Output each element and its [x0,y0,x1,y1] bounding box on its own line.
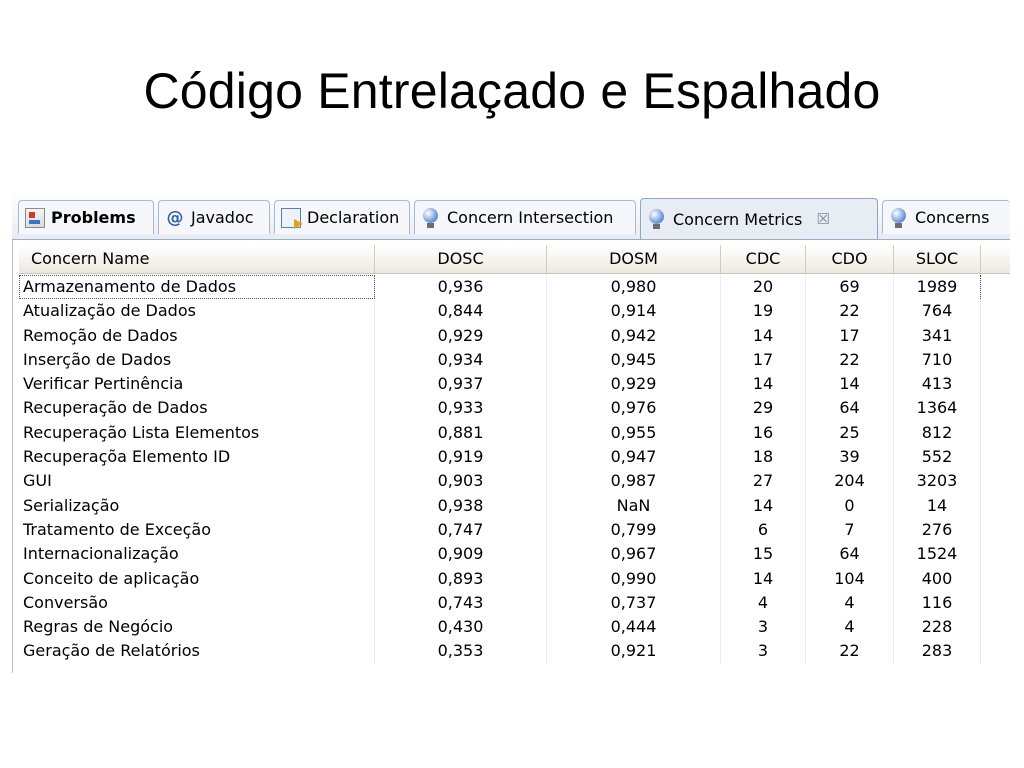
table-row[interactable] [19,542,1010,566]
tab-javadoc[interactable] [158,200,270,234]
cell-sloc: 710 [894,348,981,372]
cell-cdc: 3 [721,615,806,639]
cell-concern-name: GUI [19,469,375,493]
cell-dosm: 0,987 [547,469,721,493]
cell-sloc: 1524 [894,542,981,566]
cell-cdo: 14 [806,372,894,396]
cell-dosm: 0,444 [547,615,721,639]
cell-concern-name: Serialização [19,494,375,518]
tab-concern-metrics[interactable] [640,198,878,239]
concern-bulb-icon [889,208,909,228]
cell-cdc: 14 [721,494,806,518]
cell-cdo: 22 [806,348,894,372]
cell-dosc: 0,430 [375,615,547,639]
cell-filler [981,469,1010,493]
cell-dosm: 0,955 [547,421,721,445]
table-row[interactable] [19,494,1010,518]
column-header-dosm[interactable]: DOSM [547,245,721,273]
cell-cdc: 17 [721,348,806,372]
column-header-sloc[interactable]: SLOC [894,245,981,273]
cell-cdc: 14 [721,372,806,396]
column-header-filler [981,245,1010,273]
cell-dosm: 0,737 [547,591,721,615]
table-row[interactable] [19,348,1010,372]
table-row[interactable] [19,469,1010,493]
tab-concern-intersection[interactable] [414,200,636,234]
cell-dosm: 0,921 [547,639,721,663]
cell-cdc: 29 [721,396,806,420]
cell-cdo: 25 [806,421,894,445]
cell-sloc: 552 [894,445,981,469]
cell-dosc: 0,936 [375,275,547,299]
javadoc-icon: @ [166,207,184,228]
cell-concern-name: Armazenamento de Dados [19,275,375,299]
table-row[interactable] [19,639,1010,663]
cell-concern-name: Atualização de Dados [19,299,375,323]
cell-filler [981,518,1010,542]
cell-cdo: 64 [806,396,894,420]
cell-cdo: 22 [806,639,894,663]
cell-filler [981,421,1010,445]
concern-bulb-icon [421,208,441,228]
tab-label: Declaration [307,208,400,227]
cell-cdo: 22 [806,299,894,323]
cell-dosc: 0,893 [375,567,547,591]
table-row[interactable] [19,396,1010,420]
tab-problems[interactable] [18,200,154,234]
cell-concern-name: Recuperaçõa Elemento ID [19,445,375,469]
cell-dosc: 0,881 [375,421,547,445]
cell-cdc: 14 [721,324,806,348]
cell-dosm: 0,976 [547,396,721,420]
table-row[interactable] [19,275,1010,299]
cell-filler [981,542,1010,566]
cell-dosc: 0,937 [375,372,547,396]
cell-filler [981,372,1010,396]
cell-filler [981,591,1010,615]
table-row[interactable] [19,591,1010,615]
cell-filler [981,396,1010,420]
table-body [19,275,1010,664]
view-tab-bar [12,193,1010,240]
cell-cdc: 15 [721,542,806,566]
cell-filler [981,348,1010,372]
column-header-cdc[interactable]: CDC [721,245,806,273]
cell-cdo: 104 [806,567,894,591]
cell-dosc: 0,919 [375,445,547,469]
cell-dosm: NaN [547,494,721,518]
cell-dosc: 0,747 [375,518,547,542]
metrics-table [12,240,1010,673]
cell-filler [981,275,1010,299]
cell-dosc: 0,743 [375,591,547,615]
cell-filler [981,445,1010,469]
column-header-concern-name[interactable]: Concern Name [19,245,375,273]
cell-sloc: 812 [894,421,981,445]
cell-dosc: 0,929 [375,324,547,348]
cell-concern-name: Inserção de Dados [19,348,375,372]
table-row[interactable] [19,518,1010,542]
cell-sloc: 400 [894,567,981,591]
close-icon[interactable]: ☒ [816,210,830,228]
tab-label: Concern Intersection [447,208,614,227]
cell-concern-name: Internacionalização [19,542,375,566]
cell-dosm: 0,799 [547,518,721,542]
column-header-dosc[interactable]: DOSC [375,245,547,273]
cell-concern-name: Conversão [19,591,375,615]
cell-cdo: 69 [806,275,894,299]
tab-label: Javadoc [191,208,254,227]
cell-dosc: 0,909 [375,542,547,566]
table-row[interactable] [19,299,1010,323]
cell-dosc: 0,938 [375,494,547,518]
cell-dosm: 0,914 [547,299,721,323]
table-row[interactable] [19,324,1010,348]
cell-dosm: 0,980 [547,275,721,299]
column-header-cdo[interactable]: CDO [806,245,894,273]
cell-cdo: 7 [806,518,894,542]
cell-sloc: 228 [894,615,981,639]
cell-cdc: 16 [721,421,806,445]
cell-concern-name: Remoção de Dados [19,324,375,348]
table-header [19,245,1010,274]
cell-filler [981,639,1010,663]
cell-concern-name: Verificar Pertinência [19,372,375,396]
tab-label: Concern Metrics [673,209,803,229]
cell-dosc: 0,933 [375,396,547,420]
slide-title: Código Entrelaçado e Espalhado [143,63,881,119]
cell-sloc: 764 [894,299,981,323]
table-row[interactable] [19,567,1010,591]
cell-cdo: 4 [806,591,894,615]
cell-sloc: 14 [894,494,981,518]
cell-cdc: 27 [721,469,806,493]
cell-dosc: 0,903 [375,469,547,493]
cell-cdc: 20 [721,275,806,299]
tab-label: Problems [51,208,136,227]
cell-dosm: 0,967 [547,542,721,566]
cell-cdc: 19 [721,299,806,323]
cell-dosm: 0,947 [547,445,721,469]
tab-declaration[interactable] [274,200,410,234]
cell-sloc: 3203 [894,469,981,493]
cell-dosc: 0,353 [375,639,547,663]
cell-dosm: 0,945 [547,348,721,372]
cell-concern-name: Tratamento de Exceção [19,518,375,542]
table-row[interactable] [19,445,1010,469]
cell-concern-name: Regras de Negócio [19,615,375,639]
cell-cdo: 0 [806,494,894,518]
cell-dosm: 0,942 [547,324,721,348]
cell-cdo: 4 [806,615,894,639]
cell-sloc: 116 [894,591,981,615]
cell-cdc: 14 [721,567,806,591]
cell-sloc: 283 [894,639,981,663]
table-row[interactable] [19,421,1010,445]
cell-dosm: 0,929 [547,372,721,396]
cell-sloc: 413 [894,372,981,396]
cell-cdc: 18 [721,445,806,469]
cell-sloc: 1364 [894,396,981,420]
declaration-icon [281,208,301,228]
cell-sloc: 276 [894,518,981,542]
cell-concern-name: Recuperação Lista Elementos [19,421,375,445]
cell-filler [981,494,1010,518]
concern-metrics-view [12,193,1010,673]
table-row[interactable] [19,615,1010,639]
cell-cdc: 3 [721,639,806,663]
cell-cdc: 4 [721,591,806,615]
problems-icon [25,208,45,228]
cell-dosc: 0,934 [375,348,547,372]
cell-concern-name: Geração de Relatórios [19,639,375,663]
cell-cdo: 39 [806,445,894,469]
cell-cdo: 64 [806,542,894,566]
cell-filler [981,567,1010,591]
cell-filler [981,615,1010,639]
cell-concern-name: Conceito de aplicação [19,567,375,591]
cell-sloc: 341 [894,324,981,348]
tab-label: Concerns [915,208,990,227]
cell-dosc: 0,844 [375,299,547,323]
concern-bulb-icon [647,209,667,229]
cell-sloc: 1989 [894,275,981,299]
cell-cdc: 6 [721,518,806,542]
cell-concern-name: Recuperação de Dados [19,396,375,420]
table-row[interactable] [19,372,1010,396]
cell-filler [981,324,1010,348]
cell-filler [981,299,1010,323]
cell-cdo: 204 [806,469,894,493]
tab-concerns[interactable] [882,200,1010,234]
cell-dosm: 0,990 [547,567,721,591]
cell-cdo: 17 [806,324,894,348]
